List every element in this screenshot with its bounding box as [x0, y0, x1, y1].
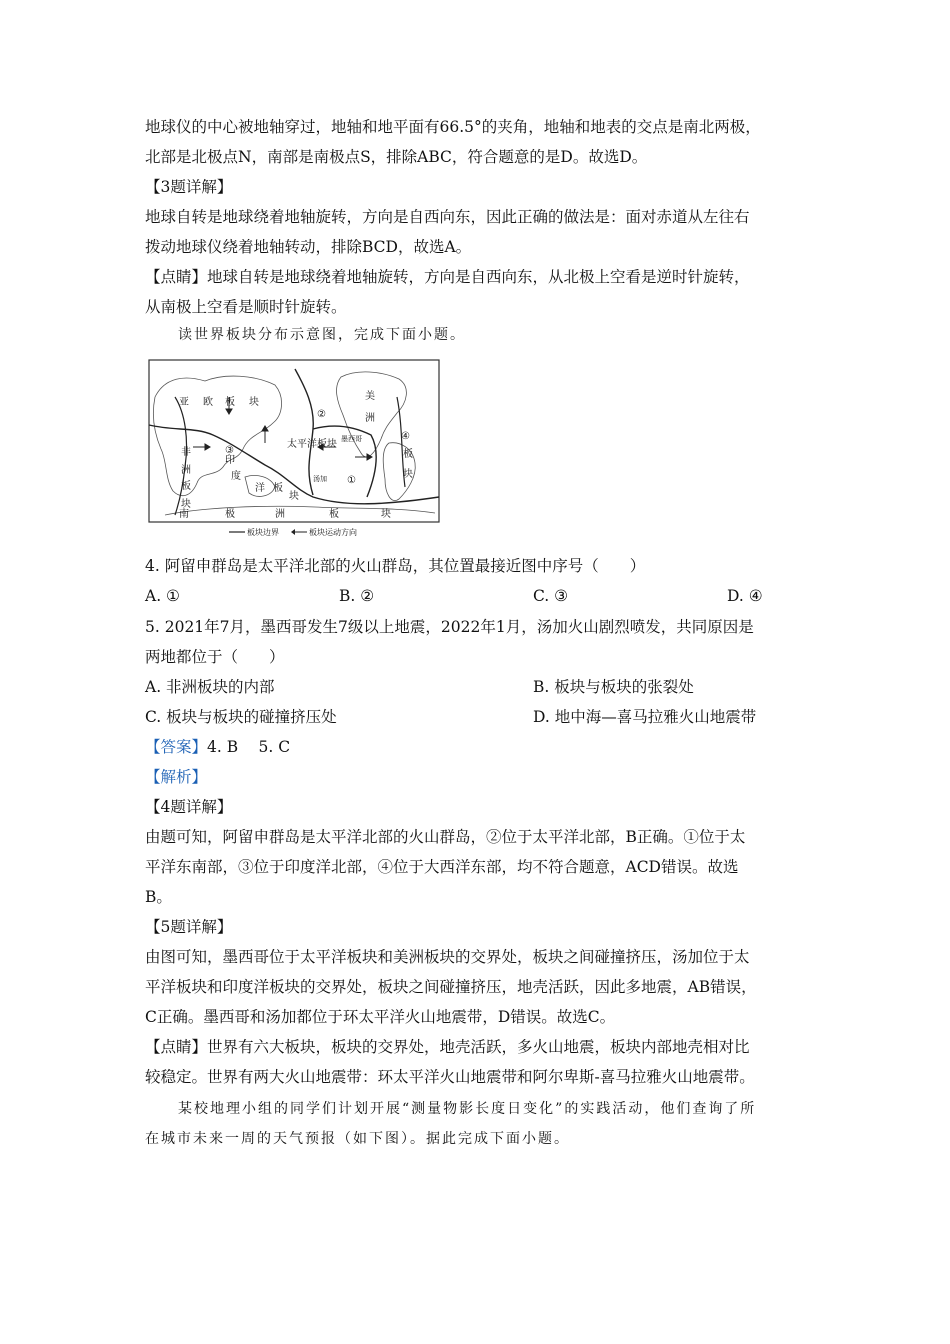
text-line: 平洋东南部，③位于印度洋北部，④位于大西洋东部，均不符合题意，ACD错误。故选	[145, 858, 739, 876]
map-label: 块	[249, 397, 259, 408]
text-line: 从南极上空看是顺时针旋转。	[145, 298, 347, 316]
legend-motion: 板块运动方向	[309, 528, 357, 537]
analysis-tag: 【解析】	[145, 768, 208, 786]
map-label: 非	[181, 447, 191, 458]
text-line: 较稳定。世界有两大火山地震带：环太平洋火山地震带和阿尔卑斯-喜马拉雅火山地震带。	[145, 1068, 755, 1086]
question-intro: 某校地理小组的同学们计划开展“测量物影长度日变化”的实践活动，他们查询了所	[178, 1101, 757, 1117]
map-label: 太平洋板块	[287, 439, 337, 450]
section-heading: 【4题详解】	[145, 798, 233, 816]
map-label: 印	[225, 455, 235, 466]
map-label: 板	[329, 509, 339, 520]
text-line: 地球仪的中心被地轴穿过，地轴和地平面有66.5°的夹角，地轴和地表的交点是南北两极，	[145, 118, 761, 136]
q4-option-b: B. ②	[339, 587, 375, 605]
q5-option-b: B. 板块与板块的张裂处	[533, 678, 694, 696]
legend-boundary: 板块边界	[247, 528, 279, 537]
map-number: ③	[225, 445, 234, 456]
q5-option-a: A. 非洲板块的内部	[145, 678, 275, 696]
text-line: 北部是北极点N，南部是南极点S，排除ABC，符合题意的是D。故选D。	[145, 148, 648, 166]
text-line: 拨动地球仪绕着地轴转动，排除BCD，故选A。	[145, 238, 472, 256]
text-line: 平洋板块和印度洋板块的交界处，板块之间碰撞挤压，地壳活跃，因此多地震，AB错误，	[145, 978, 757, 996]
map-label: 洲	[181, 465, 191, 476]
map-label: 块	[403, 469, 413, 480]
map-label: 亚	[179, 397, 189, 408]
tip-line: 【点睛】世界有六大板块，板块的交界处，地壳活跃，多火山地震，板块内部地壳相对比	[145, 1038, 750, 1056]
question-intro: 在城市未来一周的天气预报（如下图）。据此完成下面小题。	[145, 1131, 570, 1147]
world-plates-map	[145, 357, 443, 539]
map-label: 汤加	[313, 475, 327, 483]
section-heading: 【3题详解】	[145, 178, 233, 196]
map-label: 板	[273, 483, 283, 494]
q5-option-d: D. 地中海—喜马拉雅火山地震带	[533, 708, 757, 726]
question-5-stem: 5. 2021年7月，墨西哥发生7级以上地震，2022年1月，汤加火山剧烈喷发，共同原因是	[145, 618, 754, 636]
answer-tag: 【答案】	[145, 738, 208, 756]
map-label: 洲	[275, 509, 285, 520]
answer-line	[145, 737, 290, 757]
question-5-stem: 两地都位于（ ）	[145, 648, 285, 666]
map-label: 块	[381, 509, 391, 520]
map-label: 块	[289, 491, 299, 502]
text-line: 由图可知，墨西哥位于太平洋板块和美洲板块的交界处，板块之间碰撞挤压，汤加位于太	[145, 948, 750, 966]
q4-option-c: C. ③	[533, 587, 569, 605]
map-label: 美	[365, 391, 375, 402]
map-number: ②	[317, 409, 326, 420]
map-label: 度	[231, 471, 241, 482]
q4-option-d: D. ④	[727, 587, 763, 605]
map-label: 墨西哥	[341, 435, 362, 443]
map-label: 板	[225, 397, 235, 408]
map-label: 块	[181, 499, 191, 510]
text-line: B。	[145, 888, 172, 906]
section-heading: 【5题详解】	[145, 918, 233, 936]
question-4-stem: 4. 阿留申群岛是太平洋北部的火山群岛，其位置最接近图中序号（ ）	[145, 557, 646, 575]
map-label: 南	[179, 509, 189, 520]
map-number: ④	[401, 431, 410, 442]
text-line: 由题可知，阿留申群岛是太平洋北部的火山群岛，②位于太平洋北部，B正确。①位于太	[145, 828, 746, 846]
text-line: C正确。墨西哥和汤加都位于环太平洋火山地震带，D错误。故选C。	[145, 1008, 616, 1026]
map-label: 洋	[255, 483, 265, 494]
map-label: 板	[181, 481, 191, 492]
tip-line: 【点睛】地球自转是地球绕着地轴旋转，方向是自西向东，从北极上空看是逆时针旋转，	[145, 268, 750, 286]
map-number: ①	[347, 475, 356, 486]
map-label: 欧	[203, 397, 213, 408]
text-line: 地球自转是地球绕着地轴旋转，方向是自西向东，因此正确的做法是：面对赤道从左往右	[145, 208, 750, 226]
map-label: 极	[225, 509, 235, 520]
q4-option-a: A. ①	[145, 587, 180, 605]
map-label: 板	[403, 449, 413, 460]
map-label: 洲	[365, 413, 375, 424]
q5-option-c: C. 板块与板块的碰撞挤压处	[145, 708, 337, 726]
answer-text: 4. B 5. C	[207, 738, 291, 756]
question-intro: 读世界板块分布示意图，完成下面小题。	[178, 327, 466, 343]
